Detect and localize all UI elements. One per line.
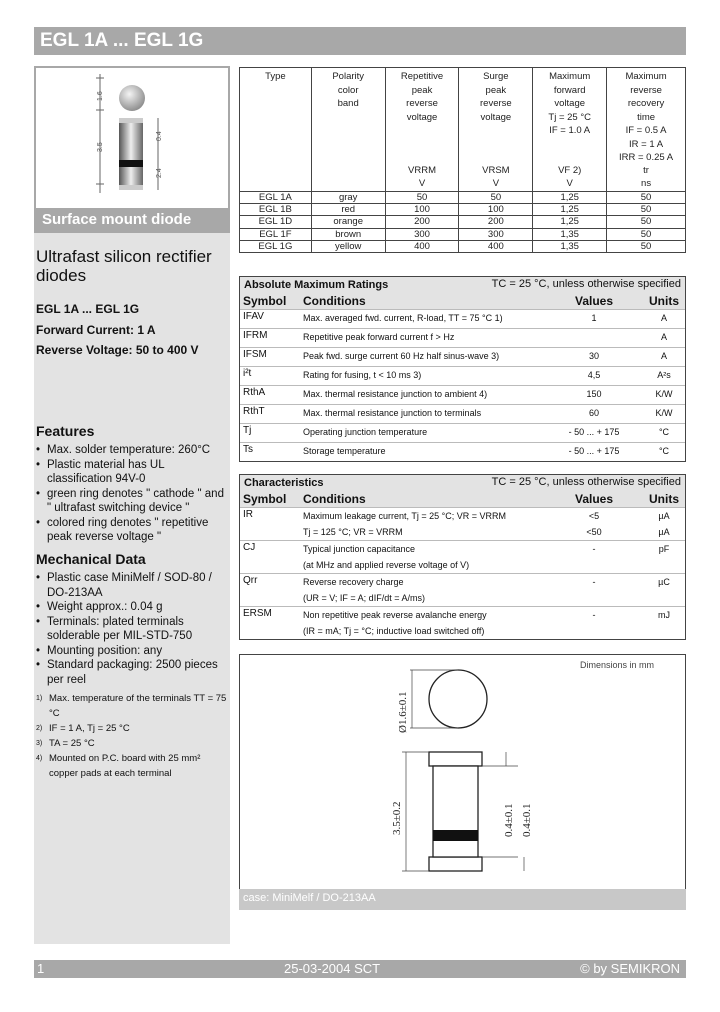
- table-cell: 50: [607, 204, 686, 216]
- dim-d1: 1.6: [97, 91, 104, 101]
- list-item: • Terminals: plated terminals solderable per MIL-STD-750: [36, 615, 228, 644]
- table-cell: 200: [459, 216, 533, 228]
- table-row: [240, 192, 686, 204]
- forward-current: Forward Current: 1 A: [36, 323, 156, 337]
- diode-package-icon: [36, 68, 228, 208]
- list-item: • Weight approx.: 0.04 g: [36, 600, 228, 615]
- table-cell: 50: [607, 192, 686, 204]
- cap-dim-1: 0.4±0.1: [503, 803, 515, 837]
- type-table: [239, 67, 686, 253]
- table-cell: yellow: [311, 240, 385, 252]
- characteristics-table: [239, 474, 686, 640]
- table-cell: 300: [385, 228, 459, 240]
- minimelf-drawing: [240, 655, 685, 889]
- table-row: IR Maximum leakage current, Tj = 25 °C; VR = VRRM <5 µA: [240, 507, 685, 524]
- table-row: IFRM Repetitive peak forward current f > Hz A: [240, 328, 685, 347]
- table-cell: orange: [311, 216, 385, 228]
- page-title: EGL 1A ... EGL 1G: [34, 27, 686, 55]
- table-row: [240, 204, 686, 216]
- table-row: [240, 240, 686, 252]
- table-cell: 1,35: [533, 240, 607, 252]
- type-table-header: Maximum reverse recovery time IF = 0.5 A IR = 1 A IRR = 0.25 A tr ns: [607, 68, 686, 192]
- type-table-header: Repetitive peak reverse voltage VRRM V: [385, 68, 459, 192]
- table-cell: 400: [459, 240, 533, 252]
- footnote: 3) TA = 25 °C: [36, 738, 95, 749]
- abs-max-header: Absolute Maximum Ratings TC = 25 °C, unless otherwise specified: [240, 277, 685, 293]
- table-row: Tj = 125 °C; VR = VRRM <50 µA: [303, 527, 670, 537]
- table-row: [240, 228, 686, 240]
- list-item: • Plastic case MiniMelf / SOD-80 / DO-213AA: [36, 571, 228, 600]
- char-colhead: Symbol Conditions Values Units: [240, 491, 685, 507]
- dimensions-label: Dimensions in mm: [580, 660, 655, 670]
- drawing-caption: case: MiniMelf / DO-213AA: [239, 889, 686, 910]
- table-row: ERSM Non repetitive peak reverse avalanche energy - mJ: [240, 606, 685, 623]
- footnote: 2) IF = 1 A, Tj = 25 °C: [36, 723, 130, 734]
- table-cell: 50: [607, 240, 686, 252]
- table-cell: gray: [311, 192, 385, 204]
- table-row: RthA Max. thermal resistance junction to ambient 4) 150 K/W: [240, 385, 685, 404]
- table-cell: 200: [385, 216, 459, 228]
- footer: [34, 960, 686, 978]
- table-cell: 1,25: [533, 216, 607, 228]
- table-cell: EGL 1B: [240, 204, 312, 216]
- dia-dim: Ø1.6±0.1: [397, 691, 409, 733]
- table-row: (IR = mA; Tj = °C; inductive load switched off): [303, 626, 485, 636]
- table-row: (UR = V; IF = A; dIF/dt = A/ms): [303, 593, 425, 603]
- type-range: EGL 1A ... EGL 1G: [36, 302, 140, 316]
- package-label: Surface mount diode: [34, 208, 230, 233]
- type-table-header: Type: [240, 68, 312, 192]
- features-list: [36, 443, 228, 545]
- table-cell: 1,25: [533, 192, 607, 204]
- table-cell: 300: [459, 228, 533, 240]
- list-item: • Mounting position: any: [36, 644, 228, 659]
- type-table-header: Polarity color band: [311, 68, 385, 192]
- list-item: • Plastic material has UL classification 94V-0: [36, 458, 228, 487]
- table-row: [240, 216, 686, 228]
- reverse-voltage: Reverse Voltage: 50 to 400 V: [36, 343, 199, 357]
- footnote: 4) Mounted on P.C. board with 25 mm² copper pads at each terminal: [36, 753, 201, 779]
- footnote: 1) Max. temperature of the terminals TT = 75 °C: [36, 693, 227, 719]
- list-item: • Standard packaging: 2500 pieces per reel: [36, 658, 228, 687]
- table-cell: 1,25: [533, 204, 607, 216]
- cap-dim-2: 0.4±0.1: [521, 803, 533, 837]
- list-item: • colored ring denotes " repetitive peak reverse voltage ": [36, 516, 228, 545]
- table-cell: EGL 1D: [240, 216, 312, 228]
- mechanical-list: [36, 571, 228, 687]
- table-cell: 50: [607, 216, 686, 228]
- char-header: Characteristics TC = 25 °C, unless otherwise specified: [240, 475, 685, 491]
- features-heading: Features: [36, 423, 95, 439]
- table-cell: 50: [385, 192, 459, 204]
- table-cell: red: [311, 204, 385, 216]
- page-number: 1: [37, 961, 45, 976]
- footnotes: [36, 691, 228, 781]
- table-cell: 1,35: [533, 228, 607, 240]
- table-cell: EGL 1G: [240, 240, 312, 252]
- table-cell: 50: [459, 192, 533, 204]
- table-cell: EGL 1A: [240, 192, 312, 204]
- table-row: (at MHz and applied reverse voltage of V): [303, 560, 470, 570]
- table-cell: EGL 1F: [240, 228, 312, 240]
- subtitle: Ultrafast silicon rectifier diodes: [36, 247, 212, 285]
- list-item: • green ring denotes " cathode " and " ultrafast switching device ": [36, 487, 228, 516]
- footer-copyright: © by SEMIKRON: [580, 961, 680, 976]
- abs-max-colhead: Symbol Conditions Values Units: [240, 293, 685, 309]
- table-cell: 50: [607, 228, 686, 240]
- table-row: Tj Operating junction temperature - 50 ... + 175 °C: [240, 423, 685, 442]
- table-row: Qrr Reverse recovery charge - µC: [240, 573, 685, 590]
- dim-d2: 0.4: [156, 131, 163, 141]
- mechanical-heading: Mechanical Data: [36, 551, 146, 567]
- table-cell: 400: [385, 240, 459, 252]
- table-row: IFAV Max. averaged fwd. current, R-load, TT = 75 °C 1) 1 A: [240, 309, 685, 328]
- type-table-header: Surge peak reverse voltage VRSM V: [459, 68, 533, 192]
- table-row: i²t Rating for fusing, t < 10 ms 3) 4,5 A²s: [240, 366, 685, 385]
- type-table-header: Maximum forward voltage Tj = 25 °C IF = 1.0 A VF 2) V: [533, 68, 607, 192]
- abs-max-table: [239, 276, 686, 462]
- footer-date: 25-03-2004 SCT: [284, 961, 381, 976]
- table-cell: 100: [385, 204, 459, 216]
- table-row: RthT Max. thermal resistance junction to terminals 60 K/W: [240, 404, 685, 423]
- dimension-drawing: [239, 654, 686, 910]
- dim-d3: 3.5: [97, 142, 104, 152]
- list-item: • Max. solder temperature: 260°C: [36, 443, 228, 458]
- table-row: CJ Typical junction capacitance - pF: [240, 540, 685, 557]
- table-cell: brown: [311, 228, 385, 240]
- table-row: Ts Storage temperature - 50 ... + 175 °C: [240, 442, 685, 461]
- table-row: IFSM Peak fwd. surge current 60 Hz half sinus-wave 3) 30 A: [240, 347, 685, 366]
- dim-d4: 2.4: [156, 168, 163, 178]
- length-dim: 3.5±0.2: [391, 801, 403, 835]
- table-cell: 100: [459, 204, 533, 216]
